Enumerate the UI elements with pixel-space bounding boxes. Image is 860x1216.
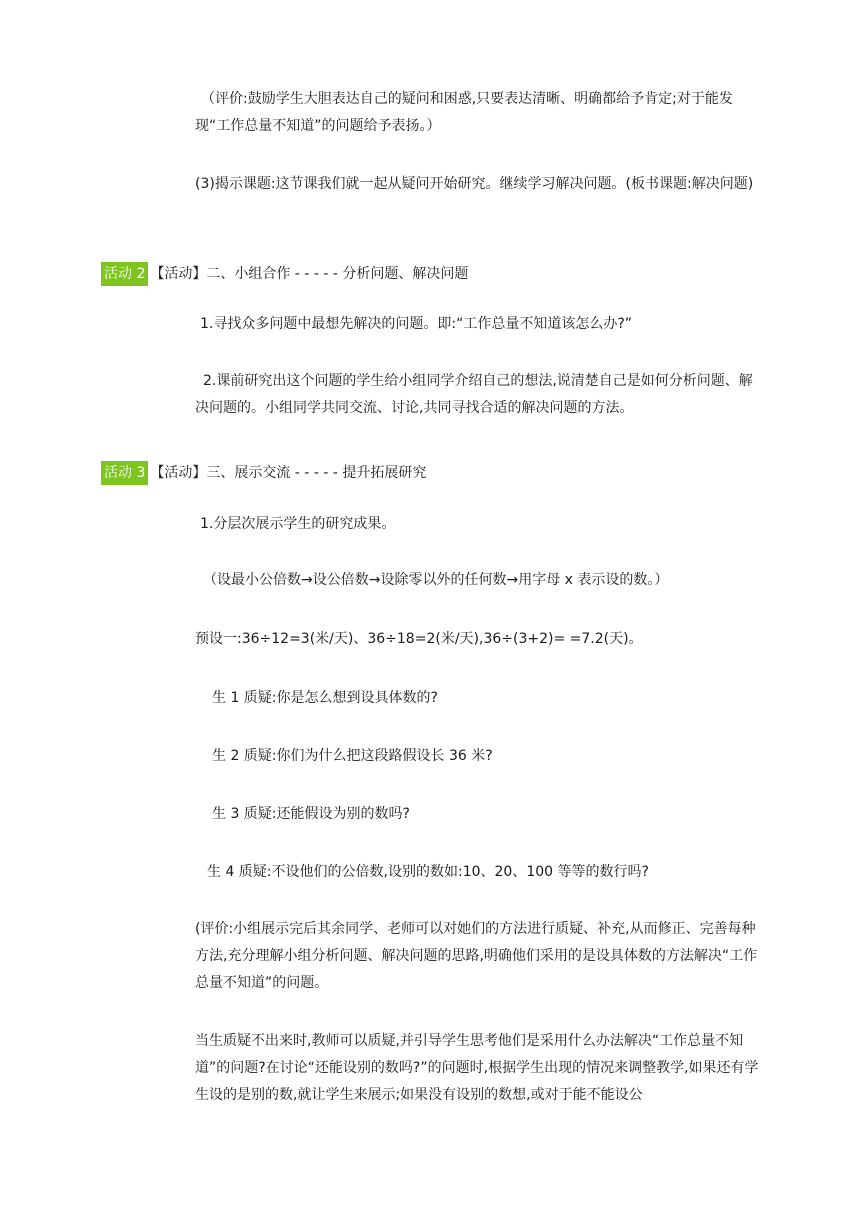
assumption-sequence: （设最小公倍数→设公倍数→设除零以外的任何数→用字母 x 表示设的数。）: [203, 572, 669, 588]
activity-2-badge: 活动 2: [101, 262, 148, 286]
evaluation-paragraph-1: （评价:鼓励学生大胆表达自己的疑问和困惑,只要表达清晰、明确都给予肯定;对于能发现“工作总量不知道”的问题给予表扬。）: [195, 91, 733, 134]
student-4-question: 生 4 质疑:不设他们的公倍数,设别的数如:10、20、100 等等的数行吗?: [207, 864, 649, 880]
activity-3-heading: [101, 461, 426, 485]
student-1-question: 生 1 质疑:你是怎么想到设具体数的?: [212, 690, 438, 706]
activity-2-title: 【活动】二、小组合作 - - - - - 分析问题、解决问题: [150, 266, 469, 282]
student-3-question: 生 3 质疑:还能假设为别的数吗?: [212, 806, 410, 822]
teacher-guidance-paragraph: 当生质疑不出来时,教师可以质疑,并引导学生思考他们是采用什么办法解决“工作总量不知道”的问题?在讨论“还能设别的数吗?”的问题时,根据学生出现的情况来调整教学,如果还有学生设的是别的数,就让学生来展示;如果没有设别的数想,或对于能不能设公: [195, 1033, 759, 1103]
activity-2-item-2: 2.课前研究出这个问题的学生给小组同学介绍自己的想法,说清楚自己是如何分析问题、解决问题的。小组同学共同交流、讨论,共同寻找合适的解决问题的方法。: [195, 373, 753, 416]
reveal-topic-paragraph: (3)揭示课题:这节课我们就一起从疑问开始研究。继续学习解决问题。(板书课题:解决问题): [195, 176, 754, 192]
activity-3-title: 【活动】三、展示交流 - - - - - 提升拓展研究: [150, 465, 427, 481]
student-2-question: 生 2 质疑:你们为什么把这段路假设长 36 米?: [212, 748, 493, 764]
evaluation-paragraph-2: (评价:小组展示完后其余同学、老师可以对她们的方法进行质疑、补充,从而修正、完善每种方法,充分理解小组分析问题、解决问题的思路,明确他们采用的是设具体数的方法解决“工作总量不知道”的问题。: [195, 921, 758, 991]
activity-2-heading: [101, 262, 468, 286]
activity-2-item-1: 1.寻找众多问题中最想先解决的问题。即:“工作总量不知道该怎么办?”: [200, 316, 633, 332]
activity-3-badge: 活动 3: [101, 461, 148, 485]
preset-one: 预设一:36÷12=3(米/天)、36÷18=2(米/天),36÷(3+2)= =7.2(天)。: [195, 631, 643, 647]
activity-3-item-1: 1.分层次展示学生的研究成果。: [200, 516, 396, 532]
